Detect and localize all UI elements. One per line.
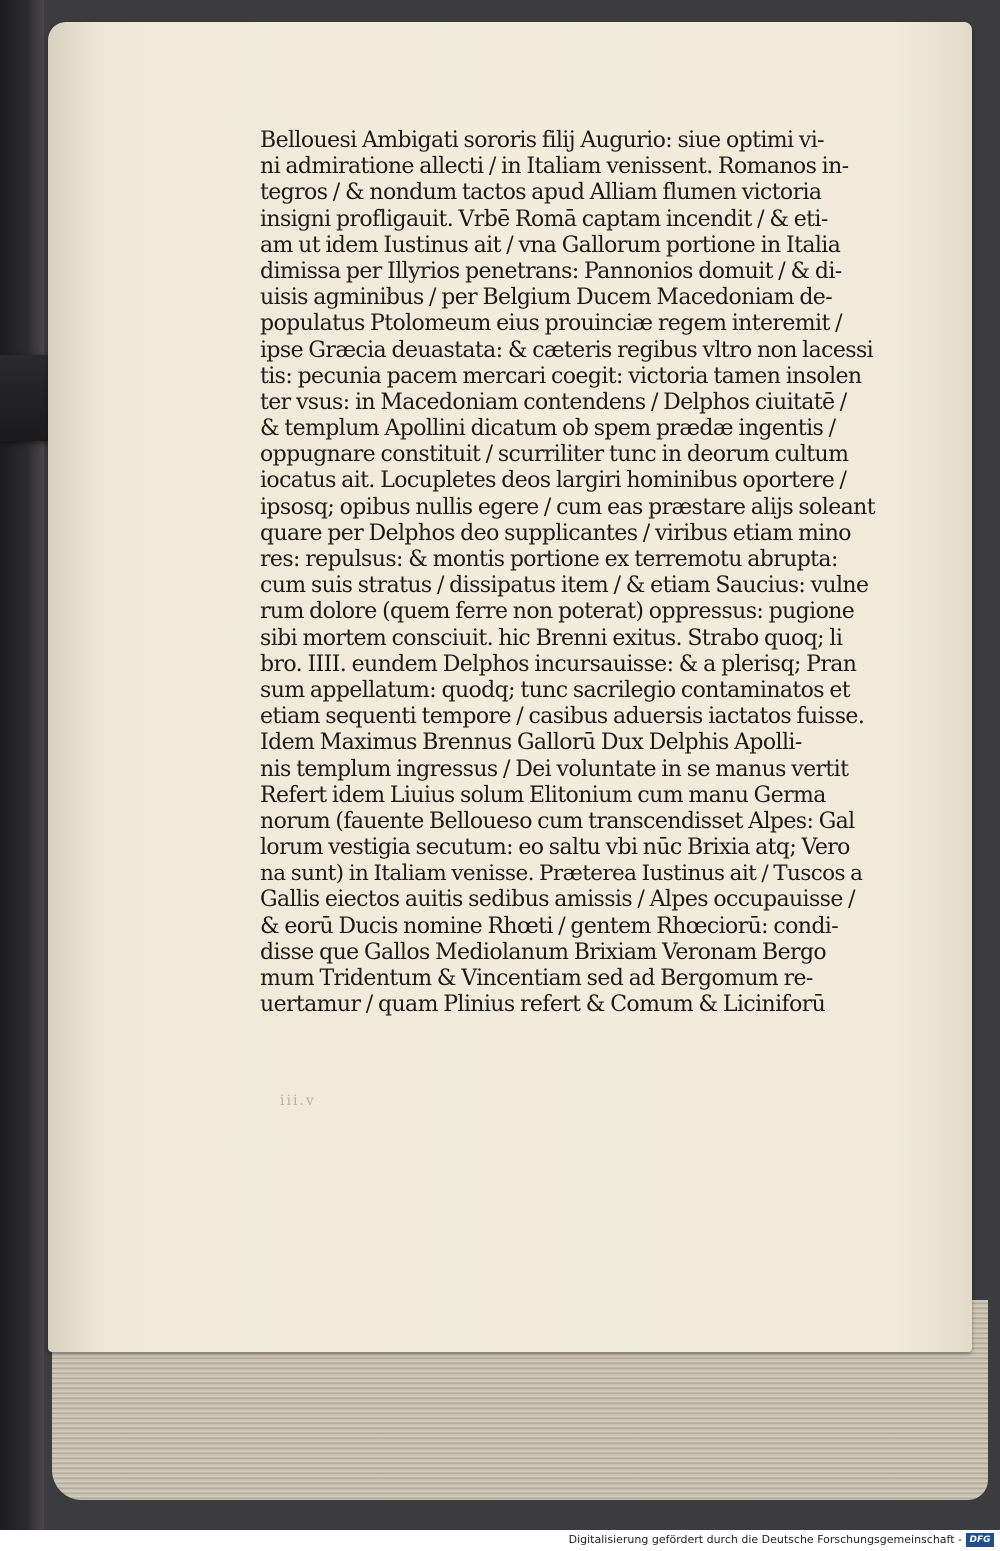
text-line: rum dolore (quem ferre non poterat) oppressus: pugione — [260, 599, 855, 625]
text-line: uisis agminibus / per Belgium Ducem Macedoniam de‑ — [260, 285, 833, 311]
text-line: & eorū Ducis nomine Rhœti / gentem Rhœciorū: condi‑ — [260, 913, 839, 939]
dfg-logo-icon[interactable]: DFG — [966, 1533, 994, 1547]
text-line: lorum vestigia secutum: eo saltu vbi nūc Brixia atq; Vero — [260, 835, 850, 861]
text-line: tegros / & nondum tactos apud Alliam flumen victoria — [260, 180, 822, 206]
text-line: ipsosq; opibus nullis egere / cum eas præstare alijs soleant — [260, 494, 875, 520]
text-line: oppugnare constituit / scurriliter tunc in deorum cultum — [260, 442, 849, 468]
text-line: ni admiratione allecti / in Italiam venissent. Romanos in‑ — [260, 154, 849, 180]
text-line: quare per Delphos deo supplicantes / viribus etiam mino — [260, 520, 851, 546]
text-line: disse que Gallos Mediolanum Brixiam Veronam Bergo — [260, 939, 827, 965]
text-line: Refert idem Liuius solum Elitonium cum manu Germa — [260, 782, 826, 808]
text-line: nis templum ingressus / Dei voluntate in se manus vertit — [260, 756, 849, 782]
footer-credit: Digitalisierung gefördert durch die Deutsche Forschungsgemeinschaft - — [568, 1533, 962, 1546]
text-line: dimissa per Illyrios penetrans: Pannonios domuit / & di‑ — [260, 258, 842, 284]
text-line: insigni profligauit. Vrbē Romā captam incendit / & eti‑ — [260, 206, 828, 232]
text-line: cum suis stratus / dissipatus item / & etiam Saucius: vulne — [260, 573, 869, 599]
text-line: iocatus ait. Locupletes deos largiri hominibus oportere / — [260, 468, 847, 494]
text-line: sum appellatum: quodq; tunc sacrilegio contaminatos et — [260, 677, 851, 703]
text-line: ipse Græcia deuastata: & cæteris regibus vltro non lacessi — [260, 337, 874, 363]
text-line: populatus Ptolomeum eius prouinciæ regem interemit / — [260, 311, 842, 337]
text-line: etiam sequenti tempore / casibus aduersis iactatos fuisse. — [260, 704, 865, 730]
page-text-block — [260, 128, 875, 1018]
text-line: sibi mortem consciuit. hic Brenni exitus. Strabo quoq; li — [260, 625, 843, 651]
text-line: & templum Apollini dicatum ob spem prædæ ingentis / — [260, 416, 836, 442]
text-line: Idem Maximus Brennus Gallorū Dux Delphis Apolli‑ — [260, 730, 802, 756]
text-line: na sunt) in Italiam venisse. Præterea Iustinus ait / Tuscos a — [260, 861, 863, 887]
text-line: uertamur / quam Plinius refert & Comum & Liciniforū — [260, 992, 826, 1018]
text-line: bro. IIII. eundem Delphos incursauisse: & a plerisq; Pran — [260, 651, 857, 677]
text-line: norum (fauente Bellouesο cum transcendisset Alpes: Gal — [260, 808, 855, 834]
text-line: res: repulsus: & montis portione ex terremotu abrupta: — [260, 547, 838, 572]
signature-mark: iii.v — [280, 1093, 316, 1109]
book-cover-edge — [0, 0, 44, 1530]
text-line: tis: pecunia pacem mercari coegit: victoria tamen insolen — [260, 363, 862, 389]
text-line: Bellouesi Ambigati sororis filij Augurio: siue optimi vi‑ — [260, 128, 824, 153]
text-line: Gallis eiectos auitis sedibus amissis / Alpes occupauisse / — [260, 887, 855, 913]
text-line: ter vsus: in Macedoniam contendens / Delphos ciuitatē / — [260, 389, 847, 415]
text-line: mum Tridentum & Vincentiam sed ad Bergomum re‑ — [260, 966, 813, 991]
text-line: am ut idem Iustinus ait / vna Gallorum portione in Italia — [260, 232, 841, 258]
